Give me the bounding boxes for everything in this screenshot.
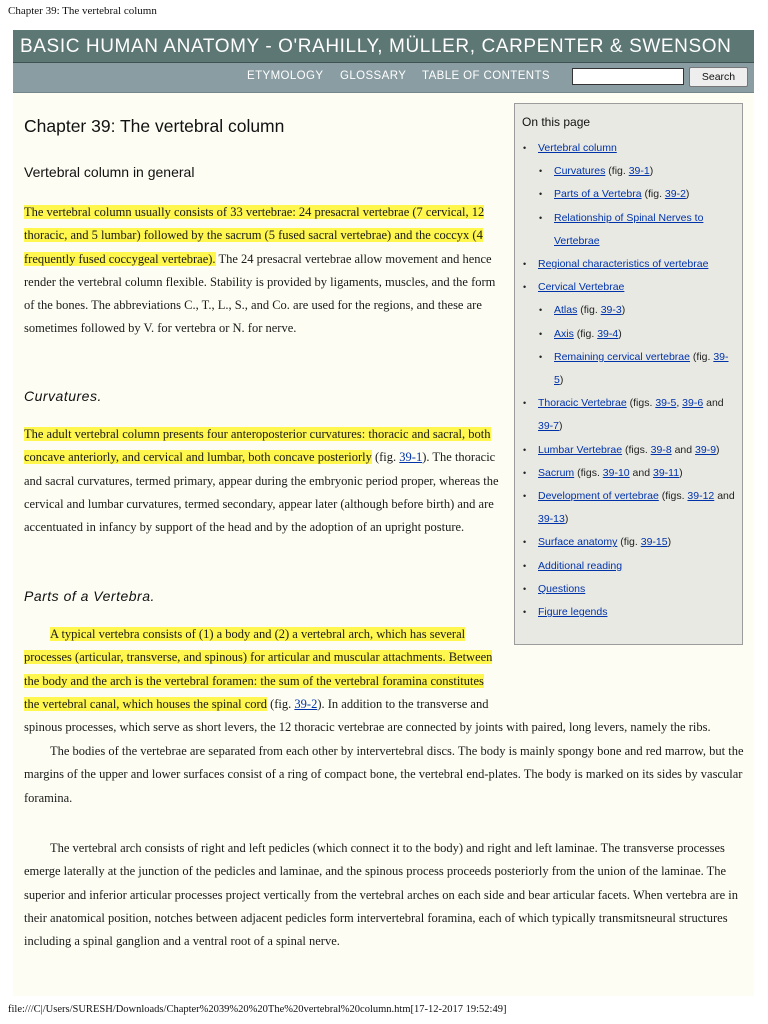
toc-item-cervical bbox=[522, 276, 737, 392]
toc-fig-suffix: ) bbox=[685, 188, 690, 201]
figure-link[interactable]: 39-1 bbox=[399, 450, 423, 465]
toc-fig-link[interactable]: 39-1 bbox=[628, 165, 650, 178]
paragraph-parts-2: The bodies of the vertebrae are separated from each other by intervertebral discs. The body is mainly spongy bone and red marrow, but the margins of the upper and lower surfaces consist of a ring of compact bone, the vertebral end-plates. The body is marked on its sides by vascular foramina. bbox=[24, 744, 744, 805]
section-title-curvatures: Curvatures. bbox=[24, 388, 102, 404]
chapter-title: Chapter 39: The vertebral column bbox=[24, 116, 285, 136]
toc-fig-suffix: ) bbox=[716, 443, 720, 456]
toc-fig-suffix: ) bbox=[649, 165, 654, 178]
toc-fig-prefix: (fig. bbox=[689, 350, 714, 363]
toc-fig-prefix: (figs. bbox=[626, 397, 656, 410]
toc-item-atlas bbox=[538, 299, 737, 322]
paragraph-parts-3: The vertebral arch consists of right and left pedicles (which connect it to the body) and right and left laminae. The transverse processes emerge laterally at the junction of the pedicles and laminae, and the spinous process proceeds posteriorly from the union of the laminae. The superior and inferior articular processes project vertically from the vertebral arches on each side and bear articular facets. When vertebra are in their anatomical position, notches between adjacent pedicles form intervertebral foramina, each of which typically transmitsneural structures including a spinal ganglion and a ventral root of a spinal nerve. bbox=[24, 841, 739, 949]
toc-item-lumbar bbox=[522, 439, 737, 462]
nav-bar bbox=[13, 63, 754, 93]
float-spacer bbox=[499, 623, 744, 695]
toc-item-questions bbox=[522, 578, 737, 601]
toc-fig-link[interactable]: 39-2 bbox=[664, 188, 686, 201]
site-banner bbox=[13, 30, 754, 63]
toc-fig-link[interactable]: 39-5 bbox=[554, 350, 729, 387]
toc-item-legends bbox=[522, 601, 737, 624]
toc-fig-suffix: ) bbox=[559, 374, 564, 387]
toc-heading: On this page bbox=[522, 115, 591, 129]
toc-link-regional[interactable]: Regional characteristics of vertebrae bbox=[538, 258, 709, 271]
toc-item-remaining bbox=[538, 346, 737, 392]
toc-link-vertebral-column[interactable]: Vertebral column bbox=[538, 142, 617, 154]
toc-item-development bbox=[522, 485, 737, 531]
toc-fig-prefix: (fig. bbox=[605, 165, 629, 178]
paragraph-curvatures bbox=[24, 423, 502, 539]
toc-link-lumbar[interactable]: Lumbar Vertebrae bbox=[538, 443, 623, 456]
paragraph-parts-1 bbox=[24, 623, 744, 739]
nav-contents-link[interactable]: TABLE OF CONTENTS bbox=[422, 70, 550, 82]
toc-link-remaining[interactable]: Remaining cervical vertebrae bbox=[554, 350, 690, 363]
body-text: (fig. bbox=[371, 450, 400, 465]
toc-fig-link[interactable]: 39-4 bbox=[597, 327, 619, 340]
toc-fig-link[interactable]: 39-8 bbox=[650, 443, 672, 456]
toc-item-sacrum bbox=[522, 462, 737, 485]
toc-item-parts bbox=[538, 183, 737, 206]
toc-list bbox=[522, 137, 737, 624]
toc-fig-prefix: (figs. bbox=[622, 443, 651, 456]
toc-link-curvatures[interactable]: Curvatures bbox=[554, 165, 606, 178]
toc-fig-suffix: ) bbox=[679, 466, 683, 479]
search-button[interactable]: Search bbox=[689, 67, 748, 87]
toc-fig-suffix: ) bbox=[618, 327, 622, 340]
toc-fig-link[interactable]: 39-9 bbox=[695, 443, 717, 456]
toc-link-development[interactable]: Development of vertebrae bbox=[538, 490, 659, 503]
toc-link-relationship[interactable]: Relationship of Spinal Nerves to Vertebrae bbox=[554, 211, 704, 247]
toc-fig-link[interactable]: 39-10 bbox=[602, 466, 630, 479]
body-text: The 24 presacral vertebrae allow movement and hence render the vertebral column flexible. Stability is provided by ligaments, muscles, and the form of the bones. The abbreviations C., T., L., S., and Co. are used for the regions, and these are sometimes followed by V. for vertebra or N. for nerve. bbox=[24, 251, 496, 336]
toc-fig-suffix: ) bbox=[559, 420, 563, 433]
highlighted-text: The adult vertebral column presents four anteroposterior curvatures: thoracic and sacral, both concave anteriorly, and cervical and lumbar, both concave posteriorly bbox=[24, 427, 491, 465]
toc-fig-and: and bbox=[671, 443, 696, 456]
site-title: BASIC HUMAN ANATOMY - O'RAHILLY, MÜLLER, CARPENTER & SWENSON bbox=[20, 36, 732, 57]
toc-link-sacrum[interactable]: Sacrum bbox=[538, 466, 575, 479]
toc-fig-and: and bbox=[714, 490, 735, 503]
toc-item-thoracic bbox=[522, 392, 737, 438]
body-text: ). The thoracic and sacral curvatures, termed primary, appear during the embryonic period proper, whereas the cervical and lumbar curvatures, termed secondary, appear later (although before birth) and are accentuated in infancy by support of the head and by the adoption of an upright posture. bbox=[24, 450, 499, 535]
search-input[interactable] bbox=[572, 68, 684, 85]
toc-fig-and: and bbox=[703, 397, 724, 410]
toc-fig-link[interactable]: 39-12 bbox=[687, 490, 715, 503]
toc-fig-suffix: ) bbox=[621, 304, 626, 317]
body-text: ). In addition to the transverse and spinous processes, which serve as short levers, the 12 thoracic vertebrae are connected by joints with paired, long levers, namely the ribs. bbox=[24, 696, 711, 735]
section-title-parts: Parts of a Vertebra. bbox=[24, 588, 155, 604]
on-this-page-box bbox=[514, 103, 743, 645]
figure-link[interactable]: 39-2 bbox=[294, 696, 318, 711]
toc-item-vertebral-column bbox=[522, 137, 737, 253]
nav-etymology-link[interactable]: ETYMOLOGY bbox=[247, 70, 324, 82]
toc-link-legends[interactable]: Figure legends bbox=[538, 606, 608, 619]
nav-glossary-link[interactable]: GLOSSARY bbox=[340, 70, 407, 82]
toc-link-surface[interactable]: Surface anatomy bbox=[538, 536, 618, 549]
section-title-general: Vertebral column in general bbox=[24, 164, 195, 180]
toc-item-surface bbox=[522, 531, 737, 554]
toc-item-curvatures bbox=[538, 160, 737, 183]
paragraph-general bbox=[24, 201, 508, 341]
toc-fig-link[interactable]: 39-15 bbox=[640, 536, 668, 549]
toc-link-thoracic[interactable]: Thoracic Vertebrae bbox=[538, 397, 627, 410]
toc-fig-prefix: (fig. bbox=[617, 536, 641, 549]
toc-link-axis[interactable]: Axis bbox=[554, 327, 574, 340]
toc-item-axis bbox=[538, 323, 737, 346]
print-header-title: Chapter 39: The vertebral column bbox=[8, 5, 157, 17]
toc-fig-separator: , bbox=[676, 397, 683, 410]
page-content bbox=[13, 30, 754, 996]
highlighted-text: A typical vertebra consists of (1) a body and (2) a vertebral arch, which has several processes (articular, transverse, and spinous) for articular and muscular attachments. Between the body and the arch is the vertebral foramen: the sum of the vertebral foramina constitutes the vertebral canal, which houses the spinal cord bbox=[24, 627, 493, 711]
toc-fig-link[interactable]: 39-6 bbox=[682, 397, 704, 410]
toc-fig-prefix: (fig. bbox=[641, 188, 665, 201]
toc-fig-and: and bbox=[629, 466, 653, 479]
toc-item-additional bbox=[522, 555, 737, 578]
toc-fig-prefix: (fig. bbox=[573, 327, 598, 340]
toc-link-questions[interactable]: Questions bbox=[538, 582, 586, 595]
toc-fig-suffix: ) bbox=[564, 513, 569, 526]
toc-link-cervical[interactable]: Cervical Vertebrae bbox=[538, 281, 625, 294]
toc-item-relationship bbox=[538, 207, 737, 253]
toc-fig-prefix: (fig. bbox=[577, 304, 601, 317]
toc-fig-suffix: ) bbox=[667, 536, 672, 549]
toc-item-regional bbox=[522, 253, 737, 276]
body-text: (fig. bbox=[266, 696, 295, 711]
toc-fig-link[interactable]: 39-5 bbox=[655, 397, 677, 410]
toc-link-parts[interactable]: Parts of a Vertebra bbox=[554, 188, 642, 201]
toc-fig-prefix: (figs. bbox=[658, 490, 688, 503]
toc-fig-link[interactable]: 39-7 bbox=[538, 420, 560, 433]
toc-fig-prefix: (figs. bbox=[574, 466, 603, 479]
toc-fig-link[interactable]: 39-3 bbox=[600, 304, 622, 317]
toc-link-additional[interactable]: Additional reading bbox=[538, 559, 623, 572]
print-footer-url: file:///C|/Users/SURESH/Downloads/Chapter%2039%20%20The%20vertebral%20column.htm[17-12-2017 19:52:49] bbox=[8, 1004, 507, 1015]
toc-link-atlas[interactable]: Atlas bbox=[554, 304, 578, 317]
highlighted-text: The vertebral column usually consists of 33 vertebrae: 24 presacral vertebrae (7 cervical, 12 thoracic, and 5 lumbar) followed by the sacrum (5 fused sacral vertebrae) and the coccyx (4 frequently fused coccygeal vertebrae). bbox=[24, 205, 485, 266]
toc-fig-link[interactable]: 39-11 bbox=[653, 466, 680, 479]
toc-fig-link[interactable]: 39-13 bbox=[538, 513, 565, 526]
